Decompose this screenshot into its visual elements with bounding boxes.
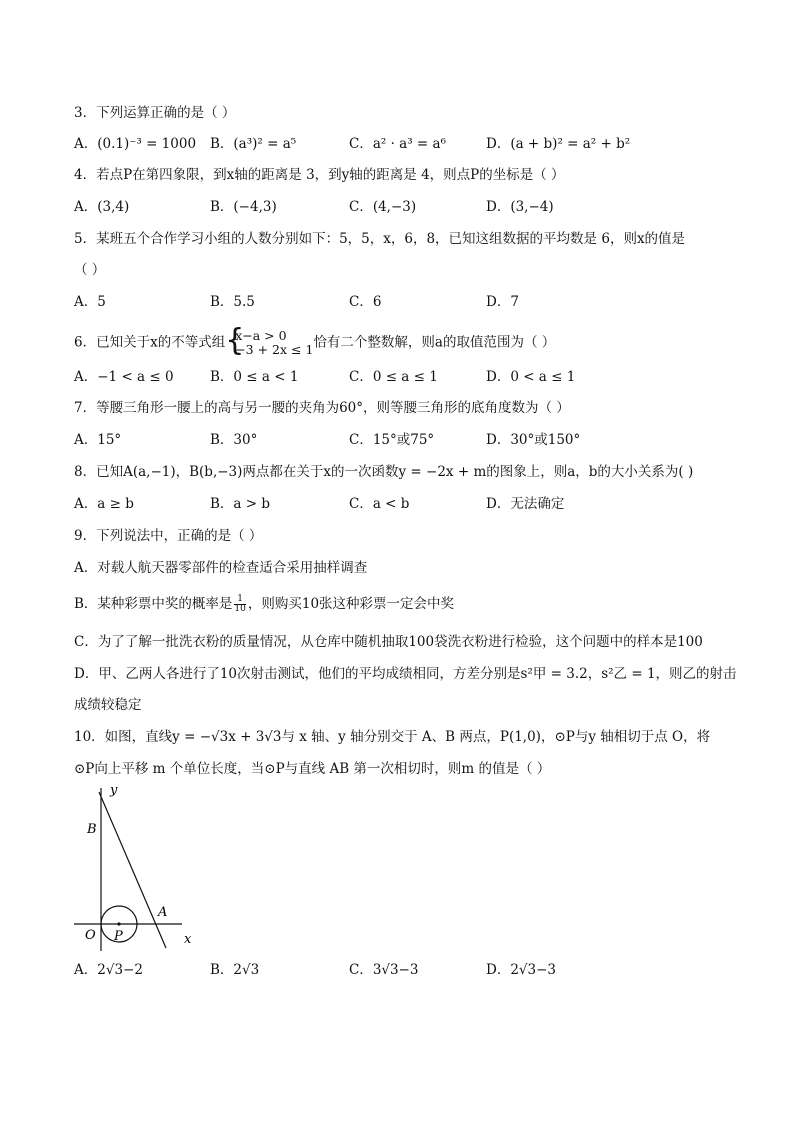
q4-option-b: B．(−4,3): [210, 199, 277, 215]
q3-option-c: C．a² · a³ = a⁶: [349, 136, 446, 152]
question-10-stem: 10．如图，直线y = −√3x + 3√3与 x 轴、y 轴分别交于 A、B 两点，P(1,0)，⊙P与y 轴相切于点 O，将: [74, 729, 711, 745]
q7-option-a: A．15°: [74, 432, 122, 448]
question-4-stem: 4．若点P在第四象限，到x轴的距离是 3，到y轴的距离是 4，则点P的坐标是（ ）: [74, 167, 565, 183]
q7-option-d: D．30°或150°: [486, 432, 581, 448]
q4-option-d: D．(3,−4): [486, 199, 554, 215]
q7-option-c: C．15°或75°: [349, 432, 435, 448]
q3-option-a: A．(0.1)⁻³ = 1000: [74, 136, 197, 152]
q5-option-a: A．5: [74, 294, 106, 310]
brace-icon: {: [225, 323, 245, 358]
question-5-stem-cont: （ ）: [74, 262, 106, 278]
question-5-stem: 5．某班五个合作学习小组的人数分别如下：5，5，x，6，8，已知这组数据的平均数是 6，则x的值是: [74, 231, 686, 247]
q6-stem-end: 恰有二个整数解，则a的取值范围为（ ）: [313, 334, 556, 351]
q9-option-b: [74, 594, 454, 614]
question-10-stem-cont: ⊙P向上平移 m 个单位长度，当⊙P与直线 AB 第一次相切时，则m 的值是（ ）: [74, 761, 551, 777]
q6-option-b: B．0 ≤ a < 1: [210, 369, 299, 385]
q8-option-a: A．a ≥ b: [74, 496, 134, 512]
q6-option-a: A．−1 < a ≤ 0: [74, 369, 174, 385]
q8-option-b: B．a > b: [210, 496, 271, 512]
x-axis-label: x: [184, 932, 192, 947]
q6-option-c: C．0 ≤ a ≤ 1: [349, 369, 438, 385]
point-p-label: P: [114, 929, 123, 944]
q10-option-a: A．2√3−2: [74, 962, 143, 978]
question-8-stem: 8．已知A(a,−1)，B(b,−3)两点都在关于x的一次函数y = −2x + m的图象上，则a，b的大小关系为( ): [74, 464, 694, 480]
q9-option-a: A．对载人航天器零部件的检查适合采用抽样调查: [74, 560, 368, 576]
question-6-stem: [74, 323, 556, 358]
q9-option-b-start: B．某种彩票中奖的概率是: [74, 596, 233, 612]
point-b-label: B: [87, 822, 97, 837]
q5-option-d: D．7: [486, 294, 519, 310]
geometry-figure: [74, 786, 204, 951]
q9-option-c: C．为了了解一批洗衣粉的质量情况，从仓库中随机抽取100袋洗衣粉进行检验，这个问题中的样本是100: [74, 634, 703, 650]
q3-option-d: D．(a + b)² = a² + b²: [486, 136, 631, 152]
q7-option-b: B．30°: [210, 432, 258, 448]
q9-option-d-cont: 成绩较稳定: [74, 697, 142, 713]
q5-option-b: B．5.5: [210, 294, 255, 310]
origin-label: O: [85, 928, 96, 943]
point-p: [117, 922, 120, 925]
q6-option-d: D．0 < a ≤ 1: [486, 369, 576, 385]
fraction: [234, 595, 245, 614]
inequality-system: [225, 323, 314, 358]
q3-option-b: B．(a³)² = a⁵: [210, 136, 297, 152]
q10-option-c: C．3√3−3: [349, 962, 419, 978]
q9-option-b-end: ，则购买10张这种彩票一定会中奖: [247, 596, 455, 612]
q4-option-c: C．(4,−3): [349, 199, 417, 215]
q6-stem-start: 6．已知关于x的不等式组: [74, 334, 226, 351]
q8-option-c: C．a < b: [349, 496, 410, 512]
q4-option-a: A．(3,4): [74, 199, 130, 215]
y-axis-label: y: [110, 786, 118, 798]
q9-option-d: D．甲、乙两人各进行了10次射击测试，他们的平均成绩相同，方差分别是s²甲 = 3.2，s²乙 = 1，则乙的射击: [74, 666, 737, 682]
q5-option-c: C．6: [349, 294, 382, 310]
point-a-label: A: [158, 905, 168, 920]
inequality-2: −3 + 2x ≤ 1: [235, 342, 314, 357]
q10-option-d: D．2√3−3: [486, 962, 557, 978]
question-9-stem: 9．下列说法中，正确的是（ ）: [74, 528, 263, 544]
fraction-denominator: 10: [234, 604, 246, 614]
fraction-numerator: 1: [234, 595, 245, 605]
question-7-stem: 7．等腰三角形一腰上的高与另一腰的夹角为60°，则等腰三角形的底角度数为（ ）: [74, 400, 570, 416]
q10-option-b: B．2√3: [210, 962, 260, 978]
question-3-stem: 3．下列运算正确的是（ ）: [74, 105, 236, 121]
inequality-1: x−a > 0: [235, 328, 287, 343]
q8-option-d: D．无法确定: [486, 496, 565, 512]
